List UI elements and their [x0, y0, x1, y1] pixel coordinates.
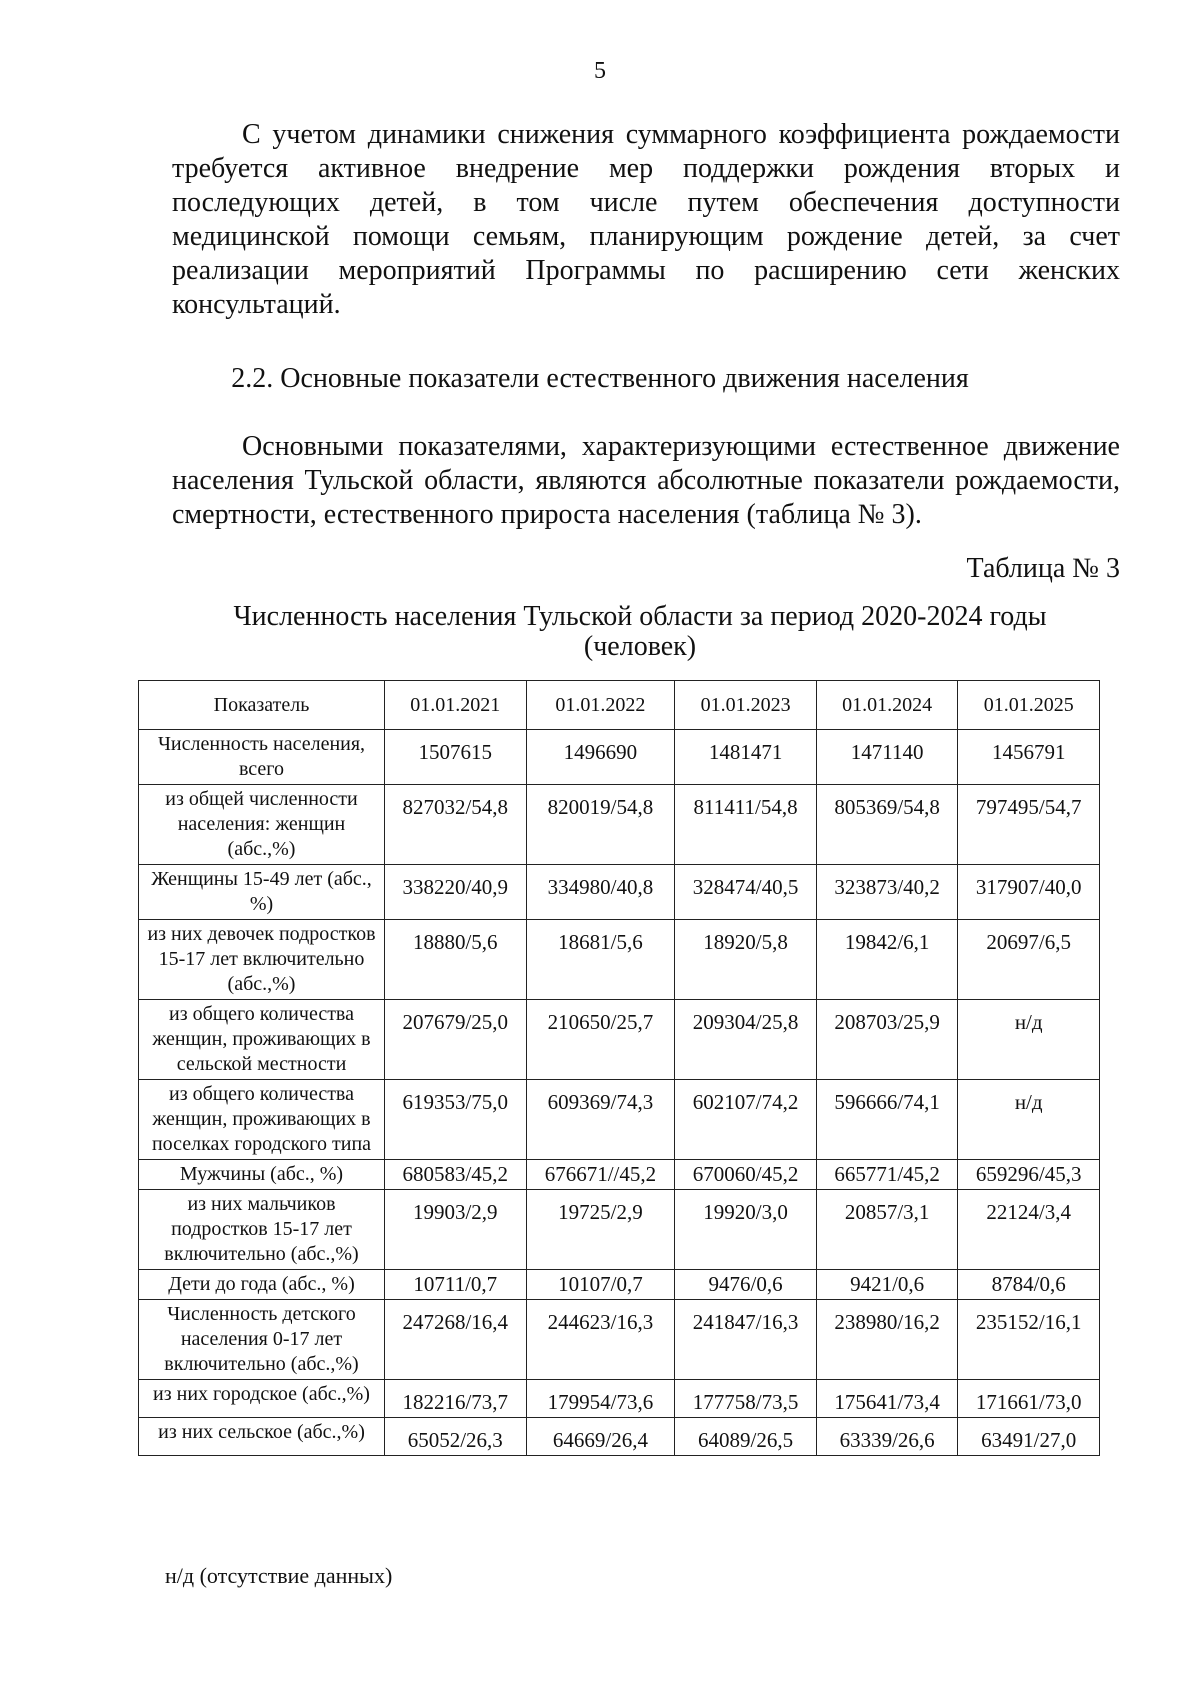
table-cell: 676671//45,2 [526, 1160, 675, 1190]
table-cell: 177758/73,5 [675, 1380, 817, 1418]
table-caption [140, 602, 1140, 662]
section-heading: 2.2. Основные показатели естественного движения населения [231, 363, 969, 394]
table-caption-title: Численность населения Тульской области за период 2020-2024 годы [233, 601, 1047, 632]
header-indicator: Показатель [139, 681, 385, 730]
table-cell: 209304/25,8 [675, 1000, 817, 1080]
table-cell: 827032/54,8 [385, 785, 527, 865]
header-date: 01.01.2023 [675, 681, 817, 730]
table-cell: 317907/40,0 [958, 865, 1100, 920]
table-cell: 175641/73,4 [816, 1380, 958, 1418]
section-paragraph: Основными показателями, характеризующими естественное движение населения Тульской области, являются абсолютные показатели рождаемости, смертности, естественного прироста населения (таблица № 3). [172, 431, 1120, 530]
table-cell: н/д [958, 1080, 1100, 1160]
table-cell: 64669/26,4 [526, 1418, 675, 1456]
table-cell: 22124/3,4 [958, 1190, 1100, 1270]
table-cell: 235152/16,1 [958, 1300, 1100, 1380]
table-row [139, 865, 1100, 920]
table-cell: 63491/27,0 [958, 1418, 1100, 1456]
table-cell: 19842/6,1 [816, 920, 958, 1000]
table-cell: 596666/74,1 [816, 1080, 958, 1160]
table-cell: 244623/16,3 [526, 1300, 675, 1380]
intro-paragraph: С учетом динамики снижения суммарного коэффициента рождаемости требуется активное внедрение мер поддержки рождения вторых и последующих детей, в том числе путем обеспечения доступности медицинской помощи семьям, планирующим рождение детей, за счет реализации мероприятий Программы по расширению сети женских консультаций. [172, 119, 1120, 320]
table-cell: 1481471 [675, 730, 817, 785]
table-cell: 210650/25,7 [526, 1000, 675, 1080]
row-indicator: из общего количества женщин, проживающих в поселках городского типа [139, 1080, 385, 1160]
table-cell: 619353/75,0 [385, 1080, 527, 1160]
table-row [139, 785, 1100, 865]
table-cell: 18920/5,8 [675, 920, 817, 1000]
table-footnote: н/д (отсутствие данных) [165, 1563, 393, 1588]
table-row [139, 1160, 1100, 1190]
table-cell: 19725/2,9 [526, 1190, 675, 1270]
table-cell: 9476/0,6 [675, 1270, 817, 1300]
table-header-row [139, 681, 1100, 730]
table-cell: н/д [958, 1000, 1100, 1080]
row-indicator: из них мальчиков подростков 15-17 лет включительно (абс.,%) [139, 1190, 385, 1270]
row-indicator: из них девочек подростков 15-17 лет включительно (абс.,%) [139, 920, 385, 1000]
table-cell: 1507615 [385, 730, 527, 785]
table-cell: 328474/40,5 [675, 865, 817, 920]
table-cell: 338220/40,9 [385, 865, 527, 920]
table-cell: 659296/45,3 [958, 1160, 1100, 1190]
table-cell: 334980/40,8 [526, 865, 675, 920]
table-cell: 65052/26,3 [385, 1418, 527, 1456]
table-cell: 208703/25,9 [816, 1000, 958, 1080]
table-cell: 182216/73,7 [385, 1380, 527, 1418]
table-cell: 8784/0,6 [958, 1270, 1100, 1300]
table-cell: 179954/73,6 [526, 1380, 675, 1418]
header-date: 01.01.2021 [385, 681, 527, 730]
table-cell: 680583/45,2 [385, 1160, 527, 1190]
table-row [139, 730, 1100, 785]
table-cell: 820019/54,8 [526, 785, 675, 865]
table-cell: 207679/25,0 [385, 1000, 527, 1080]
page-number: 5 [594, 58, 606, 84]
table-cell: 63339/26,6 [816, 1418, 958, 1456]
table-row [139, 920, 1100, 1000]
row-indicator: из них городское (абс.,%) [139, 1380, 385, 1418]
table-cell: 670060/45,2 [675, 1160, 817, 1190]
row-indicator: из общего количества женщин, проживающих в сельской местности [139, 1000, 385, 1080]
table-row [139, 1000, 1100, 1080]
table-cell: 602107/74,2 [675, 1080, 817, 1160]
row-indicator: Численность населения, всего [139, 730, 385, 785]
row-indicator: из них сельское (абс.,%) [139, 1418, 385, 1456]
table-cell: 805369/54,8 [816, 785, 958, 865]
table-cell: 20857/3,1 [816, 1190, 958, 1270]
row-indicator: Численность детского населения 0-17 лет включительно (абс.,%) [139, 1300, 385, 1380]
table-row [139, 1418, 1100, 1456]
table-cell: 797495/54,7 [958, 785, 1100, 865]
table-cell: 20697/6,5 [958, 920, 1100, 1000]
row-indicator: Мужчины (абс., %) [139, 1160, 385, 1190]
population-table [138, 680, 1100, 1456]
table-row [139, 1190, 1100, 1270]
row-indicator: из общей численности населения: женщин (абс.,%) [139, 785, 385, 865]
table-cell: 18681/5,6 [526, 920, 675, 1000]
header-date: 01.01.2022 [526, 681, 675, 730]
header-date: 01.01.2024 [816, 681, 958, 730]
table-cell: 247268/16,4 [385, 1300, 527, 1380]
table-row [139, 1270, 1100, 1300]
table-cell: 171661/73,0 [958, 1380, 1100, 1418]
table-cell: 1471140 [816, 730, 958, 785]
table-cell: 10107/0,7 [526, 1270, 675, 1300]
header-date: 01.01.2025 [958, 681, 1100, 730]
row-indicator: Женщины 15-49 лет (абс., %) [139, 865, 385, 920]
table-cell: 64089/26,5 [675, 1418, 817, 1456]
table-cell: 18880/5,6 [385, 920, 527, 1000]
table-cell: 19920/3,0 [675, 1190, 817, 1270]
table-row [139, 1380, 1100, 1418]
table-cell: 9421/0,6 [816, 1270, 958, 1300]
table-cell: 19903/2,9 [385, 1190, 527, 1270]
table-cell: 1496690 [526, 730, 675, 785]
table-cell: 238980/16,2 [816, 1300, 958, 1380]
table-cell: 241847/16,3 [675, 1300, 817, 1380]
table-cell: 811411/54,8 [675, 785, 817, 865]
table-cell: 609369/74,3 [526, 1080, 675, 1160]
table-label: Таблица № 3 [966, 553, 1120, 584]
table-cell: 1456791 [958, 730, 1100, 785]
table-cell: 323873/40,2 [816, 865, 958, 920]
row-indicator: Дети до года (абс., %) [139, 1270, 385, 1300]
table-cell: 665771/45,2 [816, 1160, 958, 1190]
table-cell: 10711/0,7 [385, 1270, 527, 1300]
table-caption-unit: (человек) [583, 631, 697, 662]
table-row [139, 1080, 1100, 1160]
table-row [139, 1300, 1100, 1380]
